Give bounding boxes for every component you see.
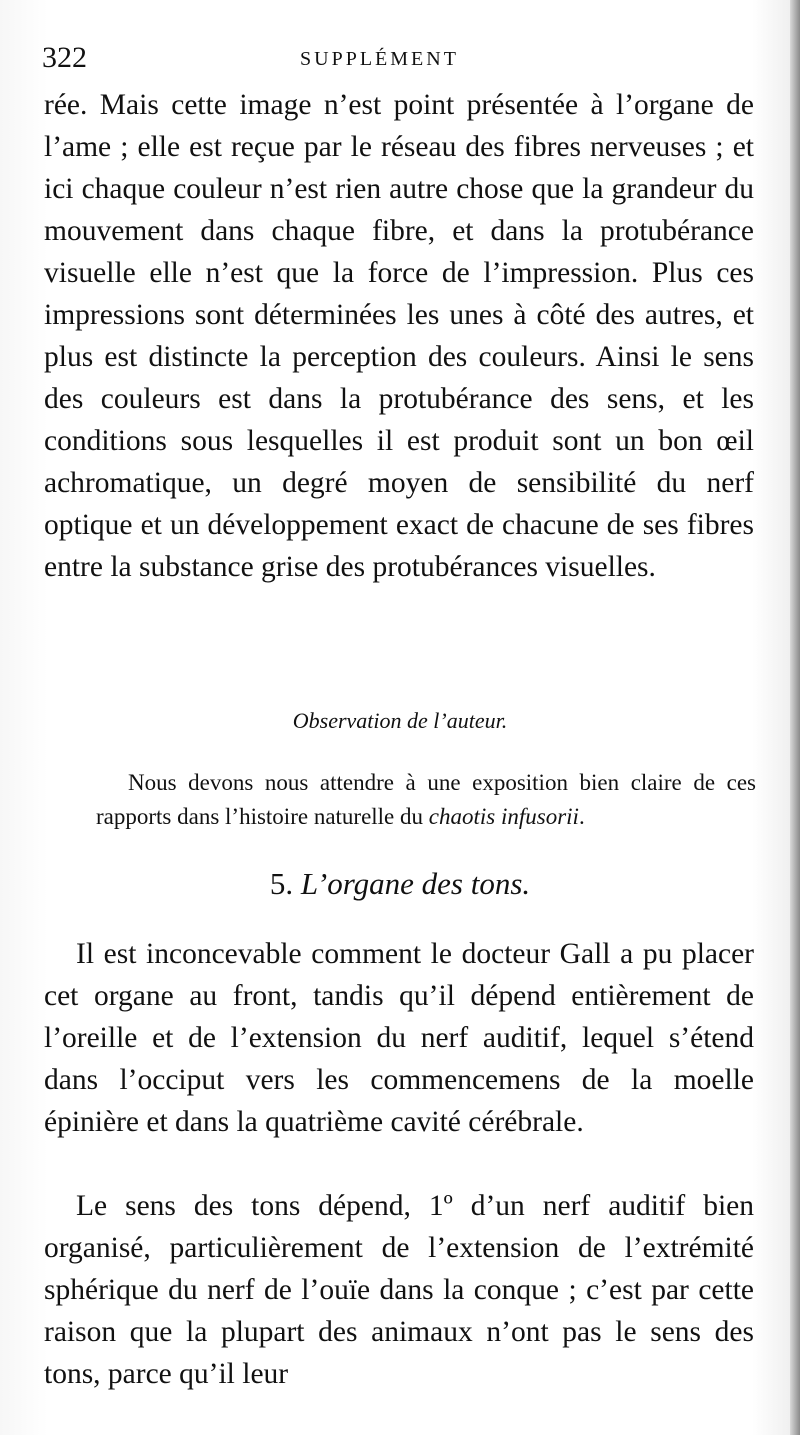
paragraph-organ-of-tones: Il est inconcevable comment le docteur Gall a pu placer cet organe au front, tandis qu’il dépend entièrement de l’oreille et de l’extension du nerf auditif, lequel s’étend dans l’occiput vers les commencemens de la moelle épinière et dans la quatrième cavité cérébrale. <box>44 938 754 1138</box>
paragraph-sense-of-tones: Le sens des tons dépend, 1º d’un nerf auditif bien organisé, particulièrement de l’extension de l’extrémité sphérique du nerf de l’ouïe dans la conque ; c’est par cette raison que la plupart des animaux n’ont pas le sens des tons, parce qu’il leur <box>44 1190 754 1390</box>
section-heading <box>0 864 800 904</box>
page-number: 322 <box>42 41 87 74</box>
observation-heading: Observation de l’auteur. <box>292 708 508 733</box>
observation-italic-term: chaotis infusorii <box>428 804 579 829</box>
observation-note <box>96 766 756 834</box>
paragraph-colour-sense: rée. Mais cette image n’est point présentée à l’organe de l’ame ; elle est reçue par le réseau des fibres nerveuses ; et ici chaque couleur n’est rien autre chose que la grandeur du mouvement dans chaque fibre, et dans la protubérance visuelle elle n’est que la force de l’impression. Plus ces impressions sont déterminées les unes à côté des autres, et plus est distincte la perception des couleurs. Ainsi le sens des couleurs est dans la protubérance des sens, et les conditions sous lesquelles il est produit sont un bon œil achromatique, un degré moyen de sensibilité du nerf optique et un développement exact de chacune de ses fibres entre la substance grise des protubérances visuelles. <box>44 89 754 583</box>
observation-text-end: . <box>578 804 585 829</box>
section-title: L’organe des tons. <box>300 866 531 901</box>
observation-text: Nous devons nous attendre à une exposition bien claire de ces rapports dans l’histoire naturelle du <box>96 770 756 829</box>
page-header <box>42 40 752 76</box>
running-head: SUPPLÉMENT <box>300 48 459 70</box>
section-number: 5. <box>269 866 294 901</box>
